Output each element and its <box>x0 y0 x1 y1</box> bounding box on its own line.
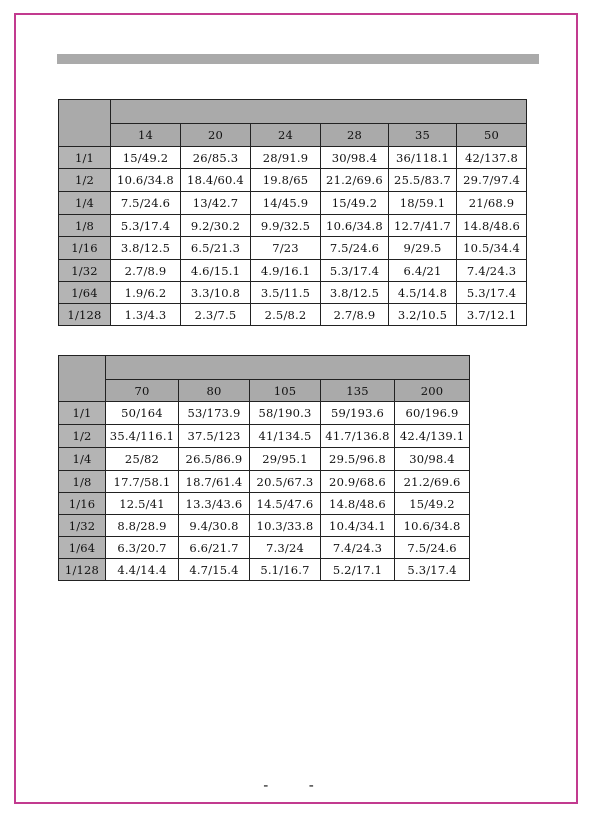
table-cell: 3.7/12.1 <box>457 304 527 326</box>
table-row <box>59 192 527 215</box>
table-cell: 6.5/21.3 <box>181 237 251 260</box>
table-cell: 8.8/28.9 <box>106 515 179 537</box>
row-label: 1/32 <box>59 260 111 282</box>
table-cell: 60/196.9 <box>395 402 470 425</box>
table-cell: 5.1/16.7 <box>250 559 321 581</box>
table-cell: 5.3/17.4 <box>321 260 389 282</box>
table-cell: 42/137.8 <box>457 147 527 169</box>
row-label: 1/8 <box>59 215 111 237</box>
table-cell: 7/23 <box>251 237 321 260</box>
table-cell: 14.8/48.6 <box>457 215 527 237</box>
table-cell: 17.7/58.1 <box>106 471 179 493</box>
table-cell: 9.9/32.5 <box>251 215 321 237</box>
table-cell: 6.4/21 <box>389 260 457 282</box>
table-cell: 18.7/61.4 <box>179 471 250 493</box>
table-row <box>59 282 527 304</box>
table-cell: 9.2/30.2 <box>181 215 251 237</box>
table-cell: 1.3/4.3 <box>111 304 181 326</box>
table-cell: 4.6/15.1 <box>181 260 251 282</box>
table-cell: 42.4/139.1 <box>395 425 470 448</box>
table-cell: 5.3/17.4 <box>395 559 470 581</box>
table-cell: 36/118.1 <box>389 147 457 169</box>
table-cell: 20.9/68.6 <box>321 471 395 493</box>
table-row <box>59 448 470 471</box>
table-cell: 4.5/14.8 <box>389 282 457 304</box>
table-cell: 35.4/116.1 <box>106 425 179 448</box>
table-cell: 26/85.3 <box>181 147 251 169</box>
table-cell: 4.7/15.4 <box>179 559 250 581</box>
table-cell: 5.3/17.4 <box>457 282 527 304</box>
table-cell: 15/49.2 <box>321 192 389 215</box>
table-cell: 25/82 <box>106 448 179 471</box>
table-cell: 3.8/12.5 <box>321 282 389 304</box>
column-header: 80 <box>179 380 250 402</box>
table-row <box>59 559 470 581</box>
column-header: 20 <box>181 124 251 147</box>
column-header: 200 <box>395 380 470 402</box>
table-row <box>59 304 527 326</box>
column-header: 135 <box>321 380 395 402</box>
table-cell: 18/59.1 <box>389 192 457 215</box>
table-cell: 14.8/48.6 <box>321 493 395 515</box>
row-label: 1/8 <box>59 471 106 493</box>
row-label: 1/128 <box>59 304 111 326</box>
table-cell: 30/98.4 <box>395 448 470 471</box>
column-header: 50 <box>457 124 527 147</box>
row-label: 1/64 <box>59 282 111 304</box>
column-header-row <box>59 380 470 402</box>
table-cell: 2.7/8.9 <box>111 260 181 282</box>
table-cell: 7.4/24.3 <box>321 537 395 559</box>
table-row <box>59 215 527 237</box>
table-cell: 5.3/17.4 <box>111 215 181 237</box>
row-label: 1/2 <box>59 425 106 448</box>
table-row <box>59 169 527 192</box>
table-cell: 10.5/34.4 <box>457 237 527 260</box>
table-header-bar <box>106 356 470 380</box>
row-label: 1/128 <box>59 559 106 581</box>
table-cell: 4.9/16.1 <box>251 260 321 282</box>
guide-number-table-2 <box>58 355 470 581</box>
table-cell: 28/91.9 <box>251 147 321 169</box>
table-cell: 3.5/11.5 <box>251 282 321 304</box>
table-header-bar <box>111 100 527 124</box>
table-cell: 9/29.5 <box>389 237 457 260</box>
table-corner <box>59 356 106 402</box>
table-cell: 10.3/33.8 <box>250 515 321 537</box>
table-cell: 2.3/7.5 <box>181 304 251 326</box>
table-cell: 41/134.5 <box>250 425 321 448</box>
column-header: 28 <box>321 124 389 147</box>
table-cell: 26.5/86.9 <box>179 448 250 471</box>
table-cell: 29.7/97.4 <box>457 169 527 192</box>
row-label: 1/2 <box>59 169 111 192</box>
table-cell: 53/173.9 <box>179 402 250 425</box>
table-cell: 10.4/34.1 <box>321 515 395 537</box>
row-label: 1/1 <box>59 402 106 425</box>
row-label: 1/4 <box>59 192 111 215</box>
table-row <box>59 147 527 169</box>
table-row <box>59 537 470 559</box>
table-cell: 29/95.1 <box>250 448 321 471</box>
table-row <box>59 515 470 537</box>
table-cell: 1.9/6.2 <box>111 282 181 304</box>
table-cell: 10.6/34.8 <box>395 515 470 537</box>
table-cell: 3.3/10.8 <box>181 282 251 304</box>
column-header: 70 <box>106 380 179 402</box>
table-row <box>59 260 527 282</box>
table-cell: 13.3/43.6 <box>179 493 250 515</box>
table-cell: 30/98.4 <box>321 147 389 169</box>
table-row <box>59 237 527 260</box>
column-header-row <box>59 124 527 147</box>
table-cell: 4.4/14.4 <box>106 559 179 581</box>
table-cell: 14.5/47.6 <box>250 493 321 515</box>
row-label: 1/64 <box>59 537 106 559</box>
table-cell: 7.5/24.6 <box>395 537 470 559</box>
table-cell: 12.7/41.7 <box>389 215 457 237</box>
title-bar <box>57 54 539 64</box>
table-cell: 29.5/96.8 <box>321 448 395 471</box>
row-label: 1/4 <box>59 448 106 471</box>
table-cell: 59/193.6 <box>321 402 395 425</box>
table-cell: 10.6/34.8 <box>321 215 389 237</box>
table-cell: 2.7/8.9 <box>321 304 389 326</box>
row-label: 1/1 <box>59 147 111 169</box>
table-cell: 7.4/24.3 <box>457 260 527 282</box>
column-header: 35 <box>389 124 457 147</box>
table-cell: 5.2/17.1 <box>321 559 395 581</box>
column-header: 14 <box>111 124 181 147</box>
table-cell: 21.2/69.6 <box>321 169 389 192</box>
table-row <box>59 402 470 425</box>
guide-number-table-1 <box>58 99 527 326</box>
table-cell: 9.4/30.8 <box>179 515 250 537</box>
table-cell: 6.3/20.7 <box>106 537 179 559</box>
table-row <box>59 471 470 493</box>
column-header: 105 <box>250 380 321 402</box>
table-cell: 12.5/41 <box>106 493 179 515</box>
table-cell: 19.8/65 <box>251 169 321 192</box>
table-cell: 41.7/136.8 <box>321 425 395 448</box>
table-cell: 13/42.7 <box>181 192 251 215</box>
row-label: 1/16 <box>59 237 111 260</box>
table-cell: 3.8/12.5 <box>111 237 181 260</box>
table-cell: 50/164 <box>106 402 179 425</box>
table-cell: 2.5/8.2 <box>251 304 321 326</box>
table-cell: 7.3/24 <box>250 537 321 559</box>
table-cell: 10.6/34.8 <box>111 169 181 192</box>
table-cell: 18.4/60.4 <box>181 169 251 192</box>
row-label: 1/16 <box>59 493 106 515</box>
row-label: 1/32 <box>59 515 106 537</box>
table-cell: 58/190.3 <box>250 402 321 425</box>
table-cell: 21.2/69.6 <box>395 471 470 493</box>
table-cell: 6.6/21.7 <box>179 537 250 559</box>
column-header: 24 <box>251 124 321 147</box>
table-cell: 15/49.2 <box>395 493 470 515</box>
table-row <box>59 493 470 515</box>
table-cell: 20.5/67.3 <box>250 471 321 493</box>
table-cell: 37.5/123 <box>179 425 250 448</box>
page-number-marker: - - <box>263 778 332 794</box>
table-cell: 7.5/24.6 <box>111 192 181 215</box>
table-corner <box>59 100 111 147</box>
table-cell: 14/45.9 <box>251 192 321 215</box>
table-cell: 7.5/24.6 <box>321 237 389 260</box>
table-cell: 3.2/10.5 <box>389 304 457 326</box>
table-cell: 25.5/83.7 <box>389 169 457 192</box>
table-cell: 15/49.2 <box>111 147 181 169</box>
table-cell: 21/68.9 <box>457 192 527 215</box>
table-row <box>59 425 470 448</box>
